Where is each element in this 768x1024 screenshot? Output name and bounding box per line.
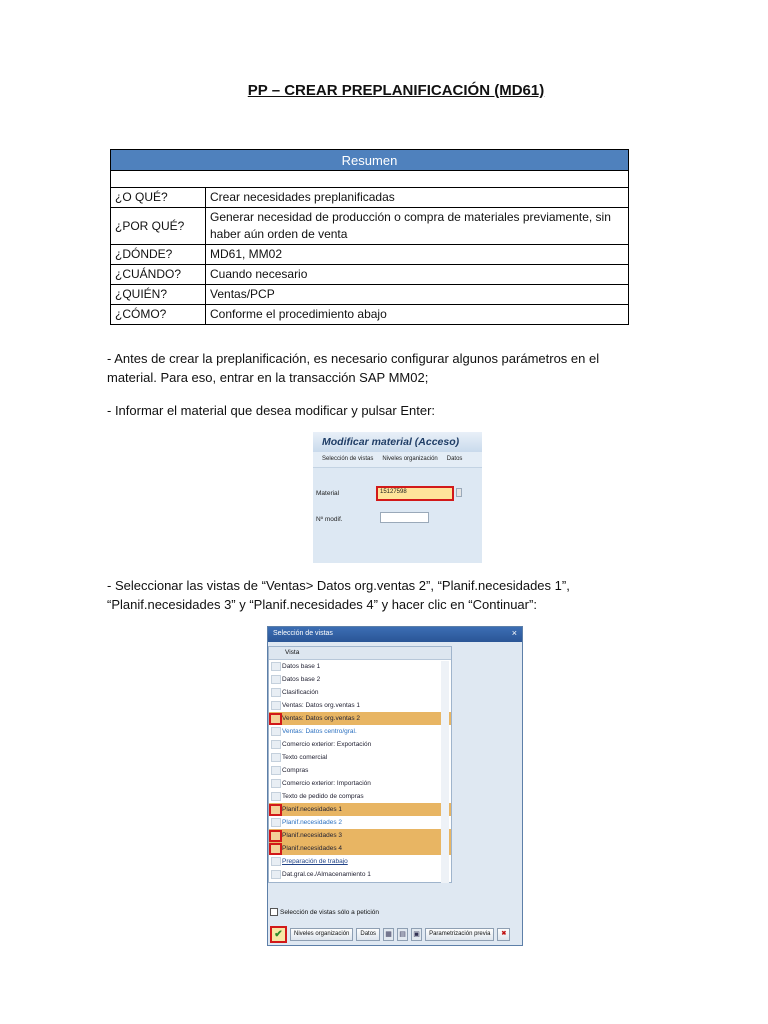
save-icon[interactable]: ▣ <box>411 928 422 941</box>
summary-value: MD61, MM02 <box>206 245 629 265</box>
view-list-item[interactable] <box>269 686 451 699</box>
view-list-item[interactable] <box>269 725 451 738</box>
view-label: Preparación de trabajo <box>282 858 348 865</box>
row-selector[interactable] <box>269 830 282 842</box>
row-selector[interactable] <box>271 701 281 710</box>
view-list-item[interactable] <box>269 712 451 725</box>
view-list-item[interactable] <box>269 790 451 803</box>
row-selector[interactable] <box>269 804 282 816</box>
row-selector[interactable] <box>269 843 282 855</box>
summary-header: Resumen <box>111 150 629 171</box>
deselect-all-icon[interactable]: ▤ <box>397 928 408 941</box>
view-label: Texto comercial <box>282 754 328 761</box>
summary-value: Crear necesidades preplanificadas <box>206 188 629 208</box>
data-button[interactable]: Datos <box>356 928 380 941</box>
summary-table <box>110 149 629 325</box>
row-selector[interactable] <box>271 675 281 684</box>
summary-key: ¿O QUÉ? <box>111 188 206 208</box>
view-list-item[interactable] <box>269 816 451 829</box>
summary-key: ¿CUÁNDO? <box>111 265 206 285</box>
summary-key: ¿POR QUÉ? <box>111 208 206 245</box>
summary-key: ¿QUIÉN? <box>111 285 206 305</box>
view-label: Dat.gral.ce./Almacenamiento 1 <box>282 871 371 878</box>
toolbar-views-button[interactable]: Selección de vistas <box>322 456 374 462</box>
instruction-paragraph: - Informar el material que desea modificar y pulsar Enter: <box>107 403 436 418</box>
material-label: Material <box>316 490 340 497</box>
page-title: PP – CREAR PREPLANIFICACIÓN (MD61) <box>247 82 545 99</box>
view-list-item[interactable] <box>269 855 451 868</box>
view-selection-dialog <box>267 626 523 946</box>
view-list-item[interactable] <box>269 777 451 790</box>
summary-value: Generar necesidad de producción o compra de materiales previamente, sin haber aún orden de venta <box>206 208 629 245</box>
instruction-paragraph: - Antes de crear la preplanificación, es necesario configurar algunos parámetros en el material. Para eso, entrar en la transacción SAP MM02; <box>107 351 600 385</box>
org-levels-button[interactable]: Niveles organización <box>290 928 353 941</box>
view-list-item[interactable] <box>269 803 451 816</box>
summary-value: Ventas/PCP <box>206 285 629 305</box>
view-label: Planif.necesidades 4 <box>282 845 342 852</box>
checkbox-label: Selección de vistas sólo a petición <box>280 908 380 916</box>
view-list-item[interactable] <box>269 738 451 751</box>
view-label: Datos base 1 <box>282 663 321 670</box>
view-label: Planif.necesidades 2 <box>282 819 342 826</box>
view-label: Planif.necesidades 3 <box>282 832 342 839</box>
row-selector[interactable] <box>271 779 281 788</box>
change-number-label: Nº modif. <box>316 516 343 523</box>
dialog-footer <box>268 924 522 944</box>
summary-key: ¿CÓMO? <box>111 305 206 325</box>
view-label: Ventas: Datos org.ventas 1 <box>282 702 361 709</box>
checkbox[interactable] <box>270 908 278 916</box>
summary-spacer <box>111 171 629 188</box>
view-label: Comercio exterior: Importación <box>282 780 371 787</box>
view-list-item[interactable] <box>269 842 451 855</box>
summary-key: ¿DÓNDE? <box>111 245 206 265</box>
column-header: Vista <box>269 647 451 660</box>
view-label: Planif.necesidades 1 <box>282 806 342 813</box>
default-settings-button[interactable]: Parametrización previa <box>425 928 494 941</box>
view-label: Ventas: Datos centro/gral. <box>282 728 357 735</box>
row-selector[interactable] <box>271 753 281 762</box>
view-label: Ventas: Datos org.ventas 2 <box>282 715 361 722</box>
row-selector[interactable] <box>271 818 281 827</box>
row-selector[interactable] <box>271 766 281 775</box>
view-list-item[interactable] <box>269 868 451 881</box>
instruction-paragraph: - Seleccionar las vistas de “Ventas> Datos org.ventas 2”, “Planif.necesidades 1”, “Planif.necesidades 3” y “Planif.necesidades 4” y hacer clic en “Continuar”: <box>107 578 570 612</box>
search-help-icon[interactable] <box>456 488 462 497</box>
view-list-item[interactable] <box>269 699 451 712</box>
scrollbar[interactable] <box>441 661 449 883</box>
summary-value: Conforme el procedimiento abajo <box>206 305 629 325</box>
change-number-input[interactable] <box>380 512 429 523</box>
view-list-item[interactable] <box>269 673 451 686</box>
toolbar-data-button[interactable]: Datos <box>446 456 463 462</box>
row-selector[interactable] <box>271 870 281 879</box>
row-selector[interactable] <box>271 792 281 801</box>
view-list <box>268 646 452 883</box>
material-input[interactable]: 15127598 <box>376 486 454 501</box>
screen-toolbar <box>313 452 482 468</box>
view-label: Datos base 2 <box>282 676 321 683</box>
view-list-item[interactable] <box>269 764 451 777</box>
view-list-item[interactable] <box>269 751 451 764</box>
view-label: Comercio exterior: Exportación <box>282 741 372 748</box>
row-selector[interactable] <box>271 740 281 749</box>
view-list-item[interactable] <box>269 660 451 673</box>
row-selector[interactable] <box>271 727 281 736</box>
cancel-button[interactable]: ✖ <box>497 928 510 941</box>
view-label: Clasificación <box>282 689 319 696</box>
row-selector[interactable] <box>271 662 281 671</box>
view-label: Compras <box>282 767 309 774</box>
toolbar-org-levels-button[interactable]: Niveles organización <box>382 456 438 462</box>
row-selector[interactable] <box>271 857 281 866</box>
views-on-request-option[interactable] <box>270 908 379 916</box>
row-selector[interactable] <box>271 688 281 697</box>
row-selector[interactable] <box>269 713 282 725</box>
continue-button[interactable]: ✔ <box>270 926 287 943</box>
select-all-icon[interactable]: ▦ <box>383 928 394 941</box>
summary-value: Cuando necesario <box>206 265 629 285</box>
modify-material-screen <box>313 432 482 563</box>
close-icon[interactable]: × <box>511 628 517 638</box>
view-label: Texto de pedido de compras <box>282 793 364 800</box>
screen-title: Modificar material (Acceso) <box>313 432 482 452</box>
view-items <box>269 660 451 881</box>
view-list-item[interactable] <box>269 829 451 842</box>
dialog-title: Selección de vistas <box>273 630 333 637</box>
dialog-titlebar <box>268 627 522 642</box>
